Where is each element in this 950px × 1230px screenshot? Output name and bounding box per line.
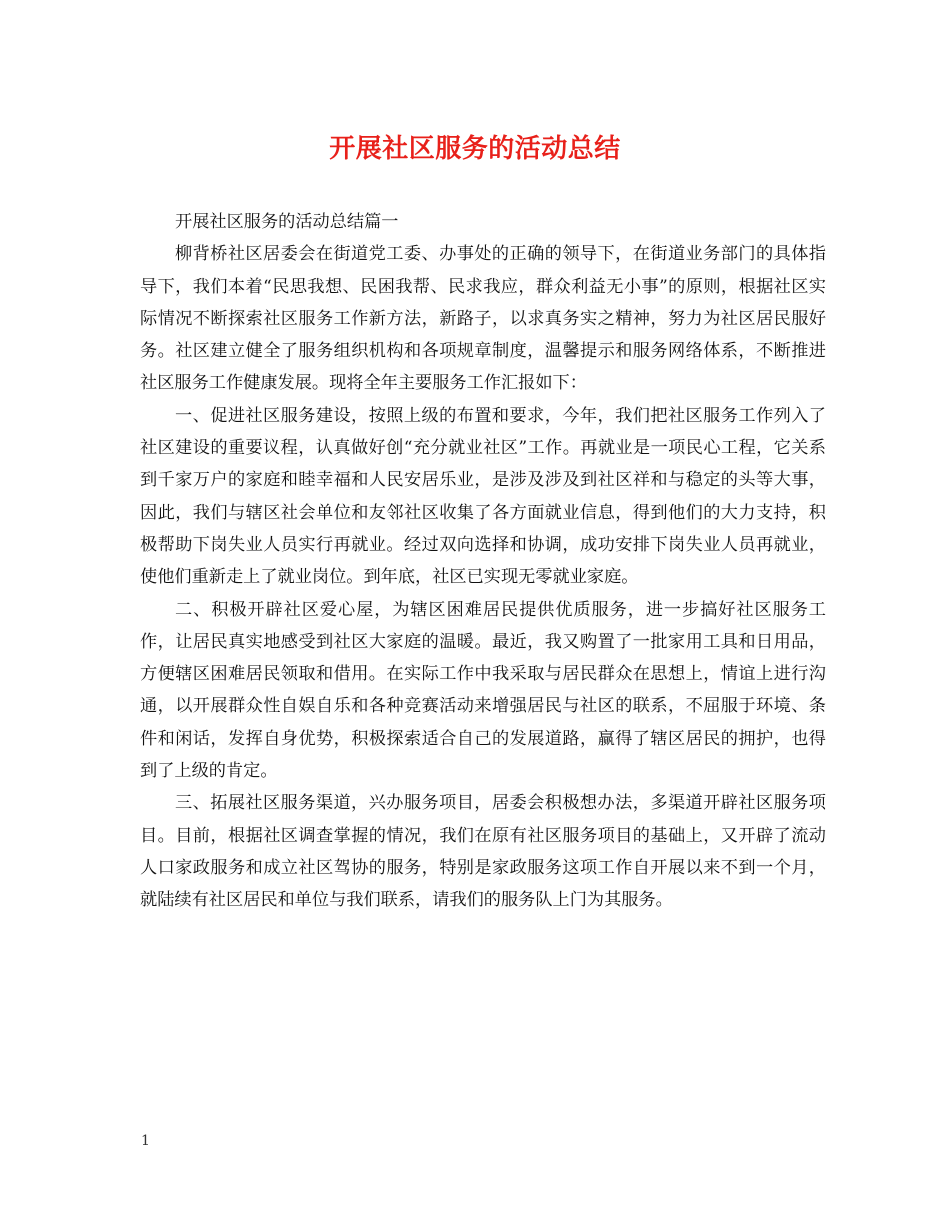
paragraph-subtitle: 开展社区服务的活动总结篇一	[175, 212, 399, 232]
document-title: 开展社区服务的活动总结	[329, 134, 621, 164]
paragraph-section-three: 三、拓展社区服务渠道，兴办服务项目，居委会积极想办法，多渠道开辟社区服务项目。目前，根据社区调查掌握的情况，我们在原有社区服务项目的基础上，又开辟了流动人口家政服务和成立社区驾协的服务，特别是家政服务这项工作自开展以来不到一个月，就陆续有社区居民和单位与我们联系，请我们的服务队上门为其服务。	[140, 793, 826, 911]
paragraph-section-two: 二、积极开辟社区爱心屋，为辖区困难居民提供优质服务，进一步搞好社区服务工作，让居民真实地感受到社区大家庭的温暖。最近，我又购置了一批家用工具和日用品，方便辖区困难居民领取和借用。在实际工作中我采取与居民群众在思想上，情谊上进行沟通，以开展群众性自娱自乐和各种竞赛活动来增强居民与社区的联系，不屈服于环境、条件和闲话，发挥自身优势，积极探索适合自己的发展道路，赢得了辖区居民的拥护，也得到了上级的肯定。	[140, 599, 826, 782]
document-body	[140, 206, 826, 917]
paragraph-section-one: 一、促进社区服务建设，按照上级的布置和要求，今年，我们把社区服务工作列入了社区建设的重要议程，认真做好创“充分就业社区”工作。再就业是一项民心工程，它关系到千家万户的家庭和睦幸福和人民安居乐业，是涉及涉及到社区祥和与稳定的头等大事，因此，我们与辖区社会单位和友邻社区收集了各方面就业信息，得到他们的大力支持，积极帮助下岗失业人员实行再就业。经过双向选择和协调，成功安排下岗失业人员再就业，使他们重新走上了就业岗位。到年底，社区已实现无零就业家庭。	[140, 405, 826, 588]
page-number: 1	[141, 1133, 150, 1149]
paragraph-intro: 柳背桥社区居委会在街道党工委、办事处的正确的领导下，在街道业务部门的具体指导下，我们本着“民思我想、民困我帮、民求我应，群众利益无小事”的原则，根据社区实际情况不断探索社区服务工作新方法，新路子，以求真务实之精神，努力为社区居民服好务。社区建立健全了服务组织机构和各项规章制度，温馨提示和服务网络体系，不断推进社区服务工作健康发展。现将全年主要服务工作汇报如下：	[140, 244, 826, 394]
